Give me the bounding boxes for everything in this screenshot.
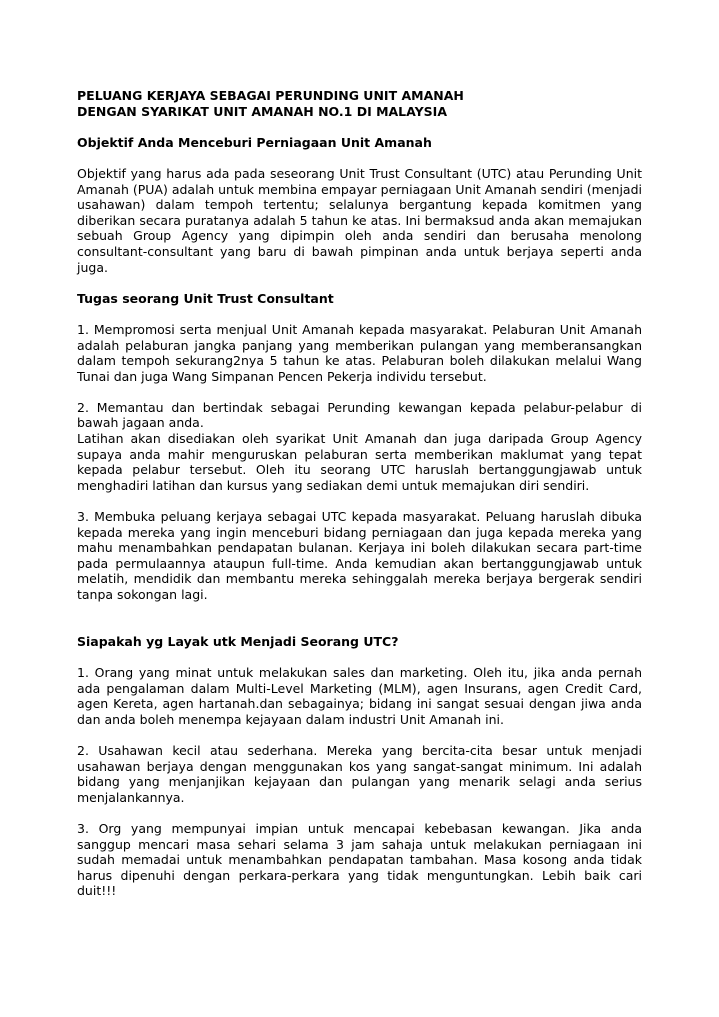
- siapakah-item-1: 1. Orang yang minat untuk melakukan sales dan marketing. Oleh itu, jika anda pernah ada pengalaman dalam Multi-Level Marketing (MLM), agen Insurans, agen Credit Card, agen Kereta, agen hartanah.dan sebagainya; bidang ini sangat sesuai dengan jiwa anda dan anda boleh menempa kejayaan dalam industri Unit Amanah ini.: [77, 664, 642, 727]
- section-heading-tugas: Tugas seorang Unit Trust Consultant: [77, 290, 334, 306]
- tugas-item-1: 1. Mempromosi serta menjual Unit Amanah kepada masyarakat. Pelaburan Unit Amanah adalah pelaburan jangka panjang yang memberikan pulangan yang memberansangkan dalam tempoh sekurang2nya 5 tahun ke atas. Pelaburan boleh dilakukan melalui Wang Tunai dan juga Wang Simpanan Pencen Pekerja individu tersebut.: [77, 321, 642, 384]
- tugas-item-3: 3. Membuka peluang kerjaya sebagai UTC kepada masyarakat. Peluang haruslah dibuka kepada mereka yang ingin menceburi bidang perniagaan dan juga kepada mereka yang mahu menambahkan pendapatan bulanan. Kerjaya ini boleh dilakukan secara part-time pada permulaannya ataupun full-time. Anda kemudian akan bertanggungjawab untuk melatih, mendidik dan membantu mereka sehinggalah mereka berjaya bergerak sendiri tanpa sokongan lagi.: [77, 509, 642, 602]
- siapakah-item-2: 2. Usahawan kecil atau sederhana. Mereka yang bercita-cita besar untuk menjadi usahawan berjaya dengan menggunakan kos yang sangat-sangat minimum. Ini adalah bidang yang menjanjikan kejayaan dan pulangan yang menarik selagi anda serius menjalankannya.: [77, 742, 642, 805]
- section-heading-siapakah: Siapakah yg Layak utk Menjadi Seorang UTC?: [77, 633, 399, 649]
- tugas-item-2: 2. Memantau dan bertindak sebagai Perunding kewangan kepada pelabur-pelabur di bawah jagaan anda.: [77, 399, 642, 431]
- document-title-line-2: DENGAN SYARIKAT UNIT AMANAH NO.1 DI MALAYSIA: [77, 103, 448, 119]
- siapakah-item-3: 3. Org yang mempunyai impian untuk mencapai kebebasan kewangan. Jika anda sanggup mencari masa sehari selama 3 jam sahaja untuk melakukan perniagaan ini sudah memadai untuk menambahkan pendapatan tambahan. Masa kosong anda tidak harus dipenuhi dengan perkara-perkara yang tidak menguntungkan. Lebih baik cari duit!!!: [77, 820, 642, 899]
- tugas-item-2-latihan: Latihan akan disediakan oleh syarikat Unit Amanah dan juga daripada Group Agency supaya anda mahir menguruskan pelaburan serta memberikan maklumat yang tepat kepada pelabur tersebut. Oleh itu seorang UTC haruslah bertanggungjawab untuk menghadiri latihan dan kursus yang sediakan demi untuk memajukan diri sendiri.: [77, 431, 642, 493]
- document-title-line-1: PELUANG KERJAYA SEBAGAI PERUNDING UNIT AMANAH: [77, 88, 464, 103]
- section-heading-objektif: Objektif Anda Menceburi Perniagaan Unit Amanah: [77, 134, 432, 150]
- document-body: [77, 88, 642, 899]
- paragraph-objektif: Objektif yang harus ada pada seseorang Unit Trust Consultant (UTC) atau Perunding Unit Amanah (PUA) adalah untuk membina empayar perniagaan Unit Amanah sendiri (menjadi usahawan) dalam tempoh tertentu; selalunya bergantung kepada komitmen yang diberikan secara puratanya adalah 5 tahun ke atas. Ini bermaksud anda akan memajukan sebuah Group Agency yang dipimpin oleh anda sendiri dan berusaha menolong consultant-consultant yang baru di bawah pimpinan anda untuk berjaya seperti anda juga.: [77, 165, 642, 275]
